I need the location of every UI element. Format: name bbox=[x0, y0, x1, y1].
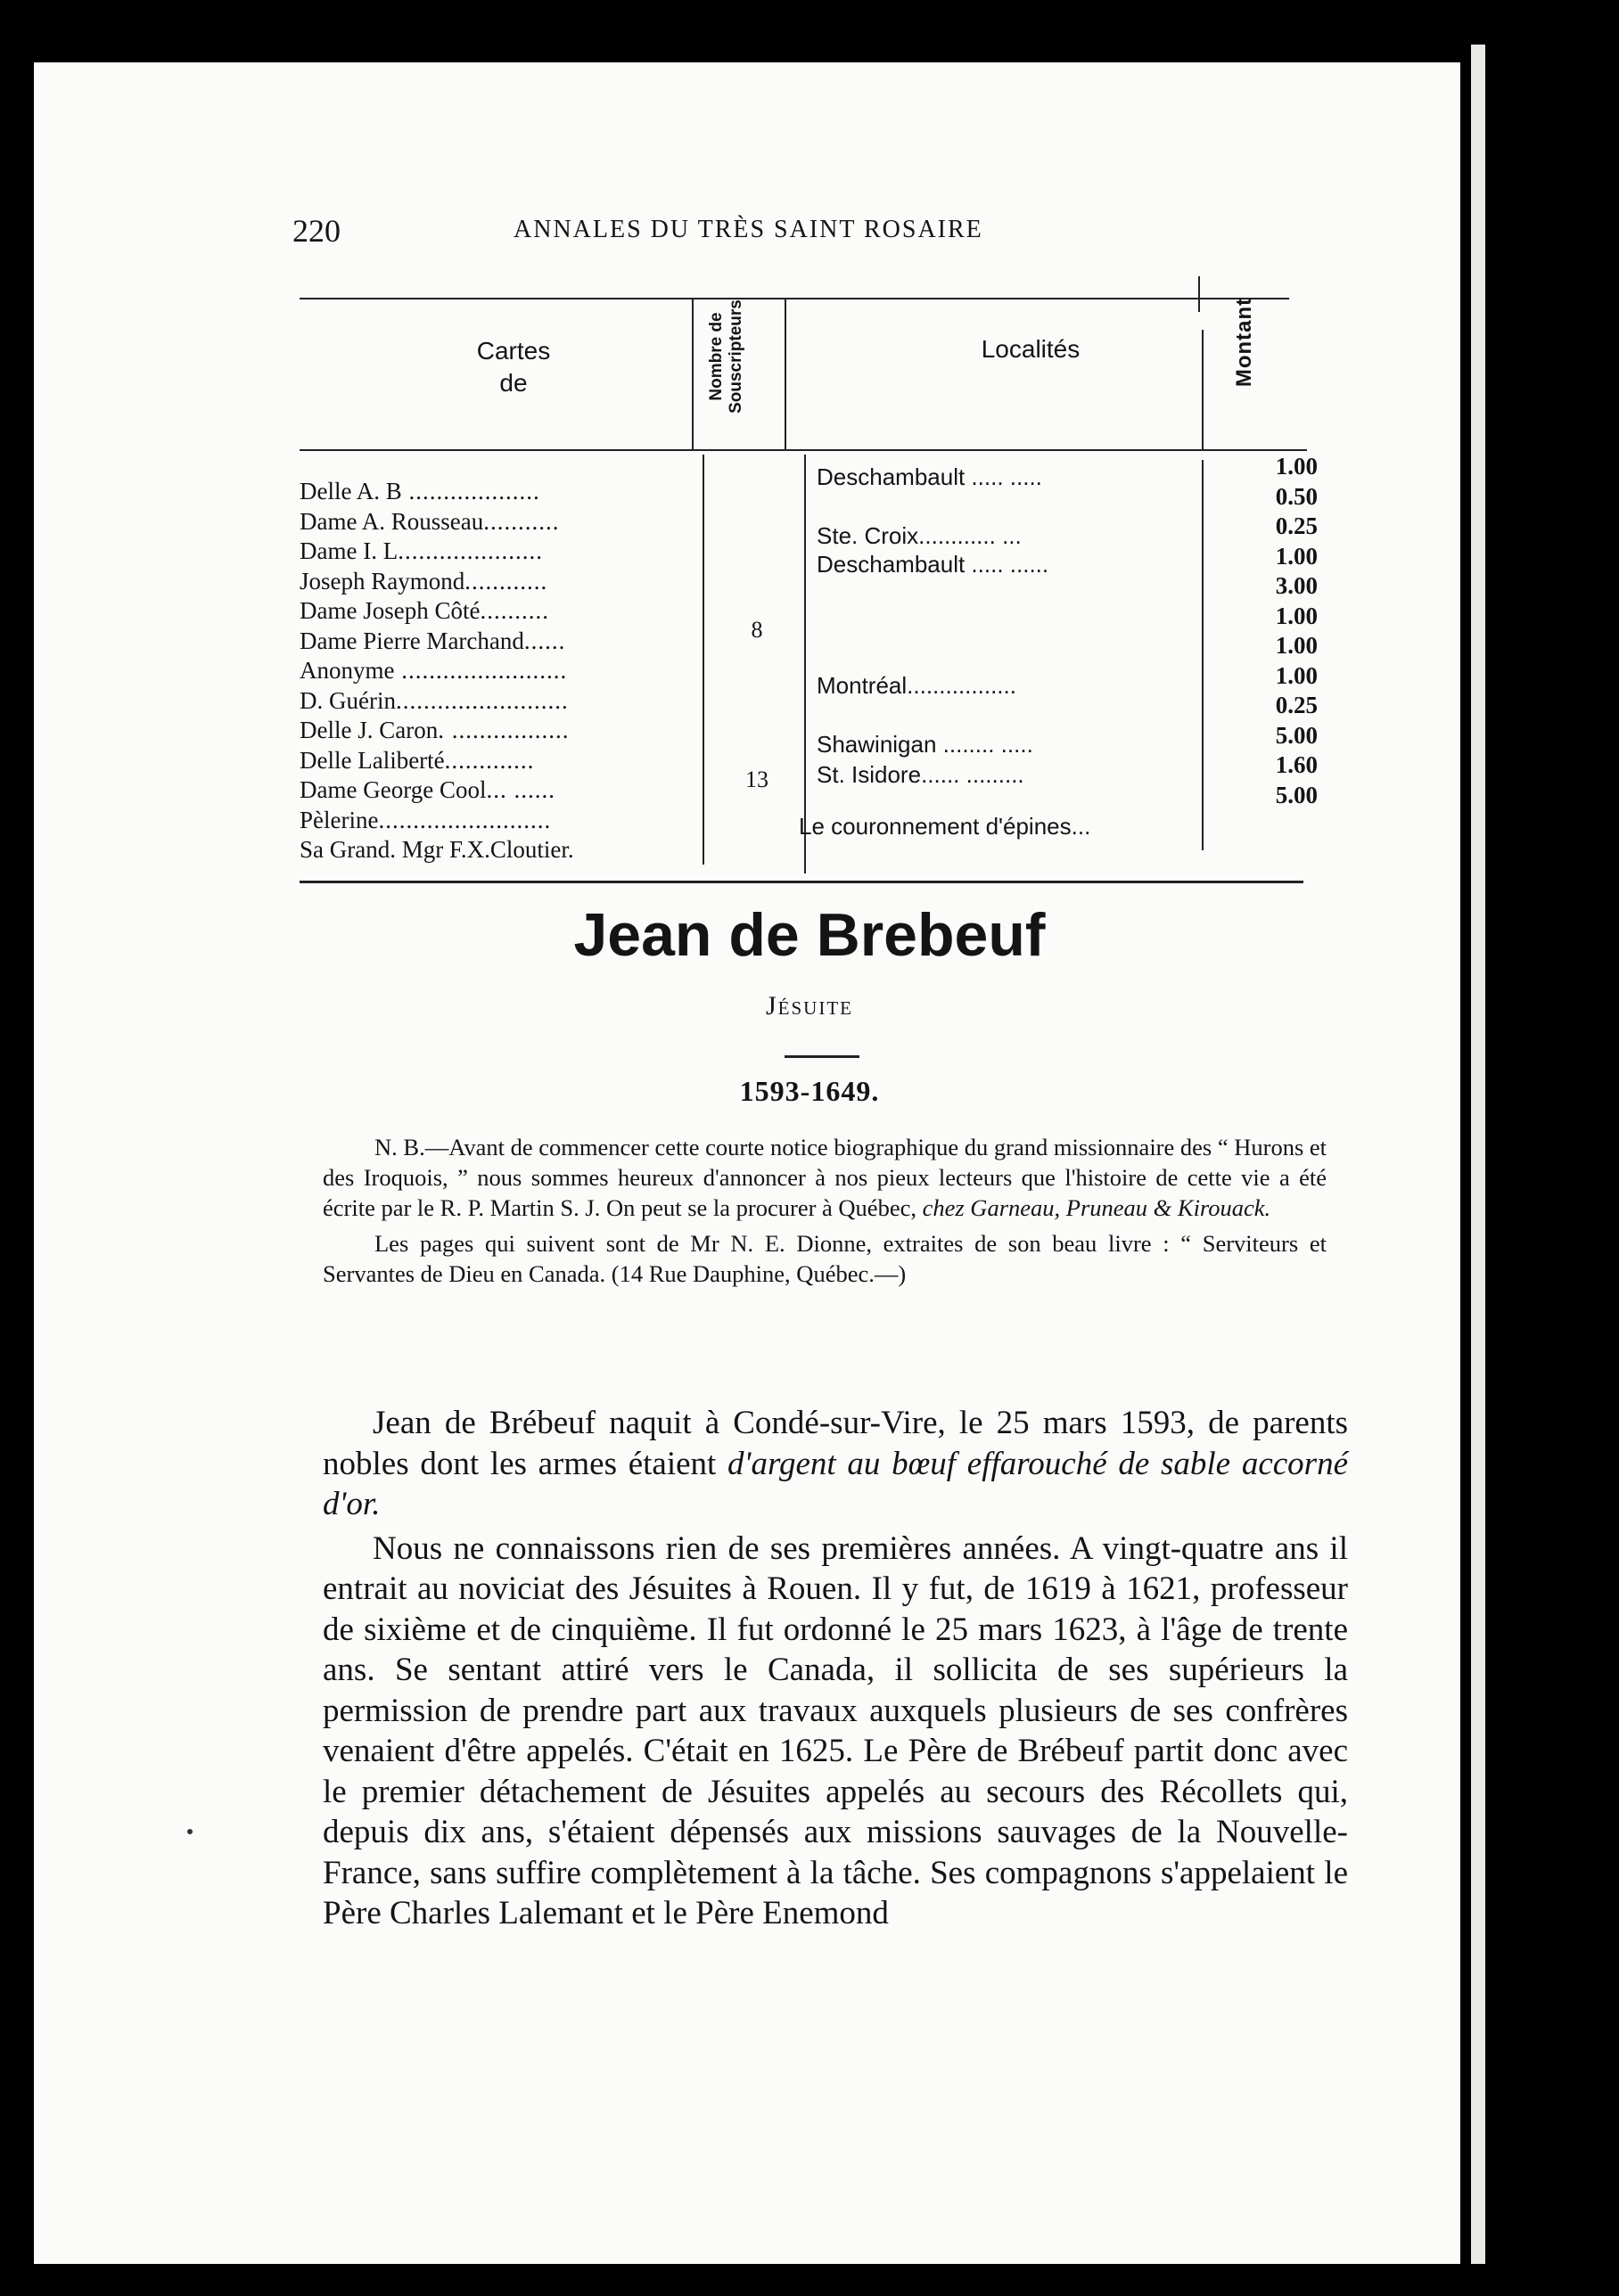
table-row: Pèlerine......................... bbox=[300, 806, 552, 833]
page-header bbox=[292, 212, 1291, 266]
col-divider-1 bbox=[692, 298, 694, 451]
header-localites: Localités bbox=[981, 335, 1081, 363]
localite-item: Montréal................. bbox=[817, 672, 1016, 699]
adjacent-page-edge bbox=[1471, 45, 1485, 2264]
amount: 3.00 bbox=[1275, 572, 1318, 599]
table-row: Dame George Cool... ...... bbox=[300, 776, 555, 803]
article-body bbox=[323, 1403, 1348, 1934]
amount: 0.25 bbox=[1275, 692, 1318, 718]
amount: 1.00 bbox=[1275, 632, 1318, 659]
article-years: 1593-1649. bbox=[739, 1075, 880, 1107]
header-montant: Montant bbox=[1232, 297, 1256, 388]
amount: 0.50 bbox=[1275, 482, 1318, 510]
table-row: Dame I. L..................... bbox=[300, 537, 543, 564]
table-row: Delle Laliberté............. bbox=[300, 746, 535, 774]
ink-speck bbox=[187, 1829, 193, 1834]
header-nombre: Nombre de Souscripteurs bbox=[707, 299, 745, 414]
localite-item: Ste. Croix............ ... bbox=[817, 522, 1022, 549]
localite-item: Deschambault ..... ..... bbox=[817, 463, 1042, 490]
localite-item: Le couronnement d'épines... bbox=[799, 813, 1091, 840]
amount: 1.00 bbox=[1275, 542, 1318, 570]
table-row: Dame A. Rousseau........... bbox=[300, 507, 560, 535]
title-divider bbox=[785, 1055, 859, 1058]
amount: 1.60 bbox=[1275, 751, 1318, 778]
localite-item: Deschambault ..... ...... bbox=[817, 551, 1049, 578]
localite-item: St. Isidore...... ......... bbox=[817, 761, 1024, 788]
amounts-column bbox=[1246, 453, 1318, 811]
article-title: Jean de Brebeuf bbox=[573, 901, 1046, 969]
running-title: ANNALES DU TRÈS SAINT ROSAIRE bbox=[514, 216, 983, 243]
article-subtitle: Jésuite bbox=[766, 991, 853, 1021]
header-nombre-wrap bbox=[707, 285, 861, 428]
count-8: 8 bbox=[751, 617, 763, 643]
table-row: D. Guérin......................... bbox=[300, 686, 569, 714]
header-cartes: Cartes de bbox=[476, 337, 551, 397]
amount: 1.00 bbox=[1275, 602, 1318, 629]
table-row: Delle A. B ................... bbox=[300, 478, 540, 504]
amount: 5.00 bbox=[1275, 781, 1318, 808]
page-number: 220 bbox=[292, 213, 341, 249]
table-bottom-rule bbox=[300, 881, 1303, 883]
table-row: Dame Joseph Côté.......... bbox=[300, 597, 549, 624]
table-row: Joseph Raymond............ bbox=[300, 567, 548, 594]
amount: 1.00 bbox=[1275, 453, 1318, 480]
col-divider-3-top bbox=[1198, 276, 1200, 312]
note-paragraph: Les pages qui suivent sont de Mr N. E. Dionne, extraites de son beau livre : “ Serviteurs et Servantes de Dieu en Canada. (14 Rue Dauphine, Québec.—) bbox=[323, 1230, 1327, 1287]
body-paragraph: Jean de Brébeuf naquit à Condé-sur-Vire, le 25 mars 1593, de parents nobles dont les armes étaient d'argent au bœuf effarouché de sable accorné d'or. bbox=[323, 1405, 1348, 1522]
table-row: Dame Pierre Marchand...... bbox=[300, 627, 566, 654]
col-divider-body-3 bbox=[1202, 460, 1204, 850]
subscriber-names bbox=[300, 478, 710, 866]
table-row: Delle J. Caron. ................. bbox=[300, 717, 570, 743]
body-paragraph: Nous ne connaissons rien de ses premières années. A vingt-quatre ans il entrait au noviciat des Jésuites à Rouen. Il y fut, de 1619 à 1621, professeur de sixième et de cinquième. Il fut ordonné le 25 mars 1623, à l'âge de trente ans. Se sentant attiré vers le Canada, il sollicita de ses supérieurs la permission de prendre part aux travaux auxquels plusieurs de ses confrères venaient d'être appelés. C'était en 1625. Le Père de Brébeuf partit donc avec le premier détachement de Jésuites appelés au secours des Récollets qui, depuis dix ans, s'étaient dépensés aux missions sauvages de la Nouvelle-France, sans suffire complètement à la tâche. Ses compagnons s'appelaient le Père Charles Lalemant et le Père Enemond bbox=[323, 1529, 1348, 1931]
count-13: 13 bbox=[745, 767, 768, 792]
table-row: Sa Grand. Mgr F.X.Cloutier. bbox=[300, 836, 574, 863]
localite-item: Shawinigan ........ ..... bbox=[817, 731, 1033, 758]
table-row: Anonyme ........................ bbox=[300, 657, 568, 684]
editor-note bbox=[323, 1132, 1327, 1289]
amount: 1.00 bbox=[1275, 661, 1318, 689]
col-divider-3 bbox=[1202, 330, 1204, 451]
amount: 0.25 bbox=[1275, 512, 1318, 539]
amount: 5.00 bbox=[1275, 721, 1318, 749]
col-divider-body-2 bbox=[804, 455, 806, 873]
note-paragraph: N. B.—Avant de commencer cette courte notice biographique du grand missionnaire des “ Hurons et des Iroquois, ” nous sommes heureux d'annoncer à nos pieux lecteurs que l'histoire de cette vie a été écrite par le R. P. Martin S. J. On peut se la procurer à Québec, chez Garneau, Pruneau & Kirouack. bbox=[323, 1134, 1327, 1221]
subscription-table bbox=[300, 267, 1318, 891]
table-header-rule bbox=[300, 449, 1307, 451]
